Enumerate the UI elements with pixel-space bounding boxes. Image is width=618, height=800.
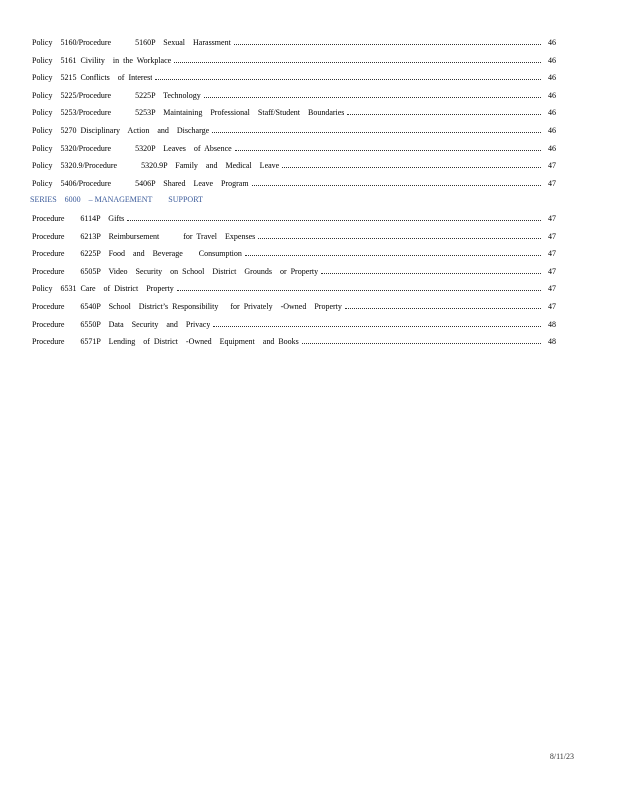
toc-entry bbox=[32, 160, 556, 178]
toc-entry-label: Policy 5270 Disciplinary Action and Discharge bbox=[32, 125, 210, 135]
toc-entry bbox=[32, 213, 556, 231]
toc-entry-label: Policy 5215 Conflicts of Interest bbox=[32, 73, 153, 83]
dot-leader bbox=[213, 319, 541, 327]
series-heading bbox=[30, 195, 556, 213]
dot-leader bbox=[235, 143, 541, 151]
toc-entry-page: 47 bbox=[548, 161, 556, 171]
toc-entry-label: Procedure 6114P Gifts bbox=[32, 213, 125, 223]
dot-leader bbox=[204, 90, 541, 98]
toc-entry-page: 47 bbox=[548, 213, 556, 223]
toc-entry-label: Procedure 6213P Reimbursement for Travel Expenses bbox=[32, 231, 256, 241]
toc-entry-page: 47 bbox=[548, 301, 556, 311]
toc-entry-page: 48 bbox=[548, 319, 556, 329]
toc-entry-page: 46 bbox=[548, 90, 556, 100]
toc-entry-page: 47 bbox=[548, 284, 556, 294]
toc-entry bbox=[32, 178, 556, 196]
dot-leader bbox=[252, 178, 541, 186]
toc-entry-label: Procedure 6550P Data Security and Privacy bbox=[32, 319, 211, 329]
toc-entry-label: Policy 5320/Procedure 5320P Leaves of Absence bbox=[32, 143, 232, 153]
dot-leader bbox=[155, 72, 541, 80]
toc-entry-label: Policy 5225/Procedure 5225P Technology bbox=[32, 90, 201, 100]
toc-entry bbox=[32, 336, 556, 354]
toc-entry bbox=[32, 37, 556, 55]
toc-entry-page: 47 bbox=[548, 266, 556, 276]
toc-entry-page: 46 bbox=[548, 125, 556, 135]
toc-entry-page: 47 bbox=[548, 249, 556, 259]
toc-entry bbox=[32, 301, 556, 319]
toc-entry-label: Policy 5253/Procedure 5253P Maintaining Professional Staff/Student Boundaries bbox=[32, 108, 345, 118]
dot-leader bbox=[321, 266, 541, 274]
dot-leader bbox=[347, 107, 541, 115]
toc-entry bbox=[32, 72, 556, 90]
toc-entry-label: Policy 5160/Procedure 5160P Sexual Harassment bbox=[32, 38, 231, 47]
toc-entry-page: 47 bbox=[548, 231, 556, 241]
toc-entry-label: Procedure 6225P Food and Beverage Consumption bbox=[32, 249, 242, 259]
toc-entry-label: Policy 6531 Care of District Property bbox=[32, 284, 174, 294]
toc-entry-page: 46 bbox=[548, 55, 556, 65]
footer-date: 8/11/23 bbox=[549, 752, 574, 761]
toc-entry-label: Policy 5406/Procedure 5406P Shared Leave Program bbox=[32, 178, 249, 188]
toc-entry-label: Procedure 6505P Video Security on School District Grounds or Property bbox=[32, 266, 319, 276]
dot-leader bbox=[127, 213, 541, 221]
toc-entry-page: 48 bbox=[548, 337, 556, 347]
toc-entry-page: 46 bbox=[548, 38, 556, 47]
toc-entry-label: Procedure 6571P Lending of District -Owned Equipment and Books bbox=[32, 337, 299, 347]
dot-leader bbox=[258, 231, 541, 239]
series-heading-label: SERIES 6000 – MANAGEMENT SUPPORT bbox=[30, 195, 203, 205]
dot-leader bbox=[212, 125, 541, 133]
dot-leader bbox=[177, 283, 541, 291]
toc-entry bbox=[32, 143, 556, 161]
toc-entry bbox=[32, 283, 556, 301]
dot-leader bbox=[345, 301, 541, 309]
toc-entry-page: 46 bbox=[548, 108, 556, 118]
toc-entry-page: 46 bbox=[548, 73, 556, 83]
toc-entry bbox=[32, 248, 556, 266]
toc-entry-page: 47 bbox=[548, 178, 556, 188]
toc-entry bbox=[32, 90, 556, 108]
dot-leader bbox=[302, 336, 541, 344]
dot-leader bbox=[234, 37, 541, 45]
toc-entry bbox=[32, 55, 556, 73]
table-of-contents bbox=[32, 37, 556, 354]
toc-entry bbox=[32, 125, 556, 143]
toc-entry bbox=[32, 266, 556, 284]
toc-entry-label: Procedure 6540P School District’s Responsibility for Privately -Owned Property bbox=[32, 301, 342, 311]
toc-entry-label: Policy 5320.9/Procedure 5320.9P Family and Medical Leave bbox=[32, 161, 280, 171]
dot-leader bbox=[282, 160, 541, 168]
toc-entry-page: 46 bbox=[548, 143, 556, 153]
toc-entry bbox=[32, 231, 556, 249]
toc-entry bbox=[32, 319, 556, 337]
dot-leader bbox=[174, 55, 541, 63]
dot-leader bbox=[245, 248, 541, 256]
toc-entry-label: Policy 5161 Civility in the Workplace bbox=[32, 55, 172, 65]
toc-entry bbox=[32, 107, 556, 125]
